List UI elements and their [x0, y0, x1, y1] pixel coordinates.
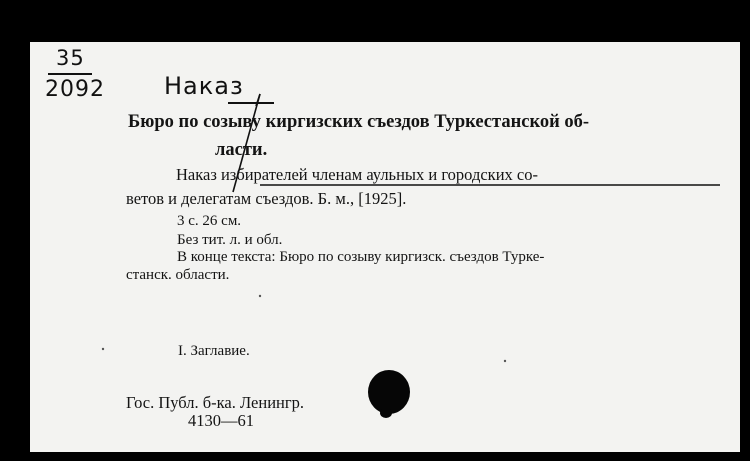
- speck: [102, 348, 104, 350]
- note-2: В конце текста: Бюро по созыву киргизск. съездов Турке-: [177, 249, 545, 265]
- title-line-1: Бюро по созыву киргизских съездов Туркестанской об-: [128, 112, 590, 132]
- library-line-2: 4130—61: [188, 411, 254, 430]
- handwritten-heading: Наказ: [164, 72, 244, 100]
- call-number-bottom: 2092: [45, 77, 105, 102]
- catalog-card: [30, 42, 740, 452]
- title-line-2: ласти.: [215, 140, 268, 160]
- description-line-2: ветов и делегатам съездов. Б. м., [1925].: [126, 189, 407, 208]
- collation: 3 с. 26 см.: [177, 213, 242, 229]
- ink-blot-drip: [380, 408, 392, 418]
- speck: [259, 295, 261, 297]
- note-1: Без тит. л. и обл.: [177, 232, 283, 248]
- call-number-top: 35: [56, 46, 85, 70]
- speck: [504, 360, 506, 362]
- description-line-1: Наказ избирателей членам аульных и городских со-: [176, 165, 538, 184]
- ink-blot: [368, 370, 410, 414]
- tracing: I. Заглавие.: [178, 343, 250, 359]
- note-3: станск. области.: [126, 267, 230, 283]
- library-line-1: Гос. Публ. б-ка. Ленингр.: [126, 393, 305, 412]
